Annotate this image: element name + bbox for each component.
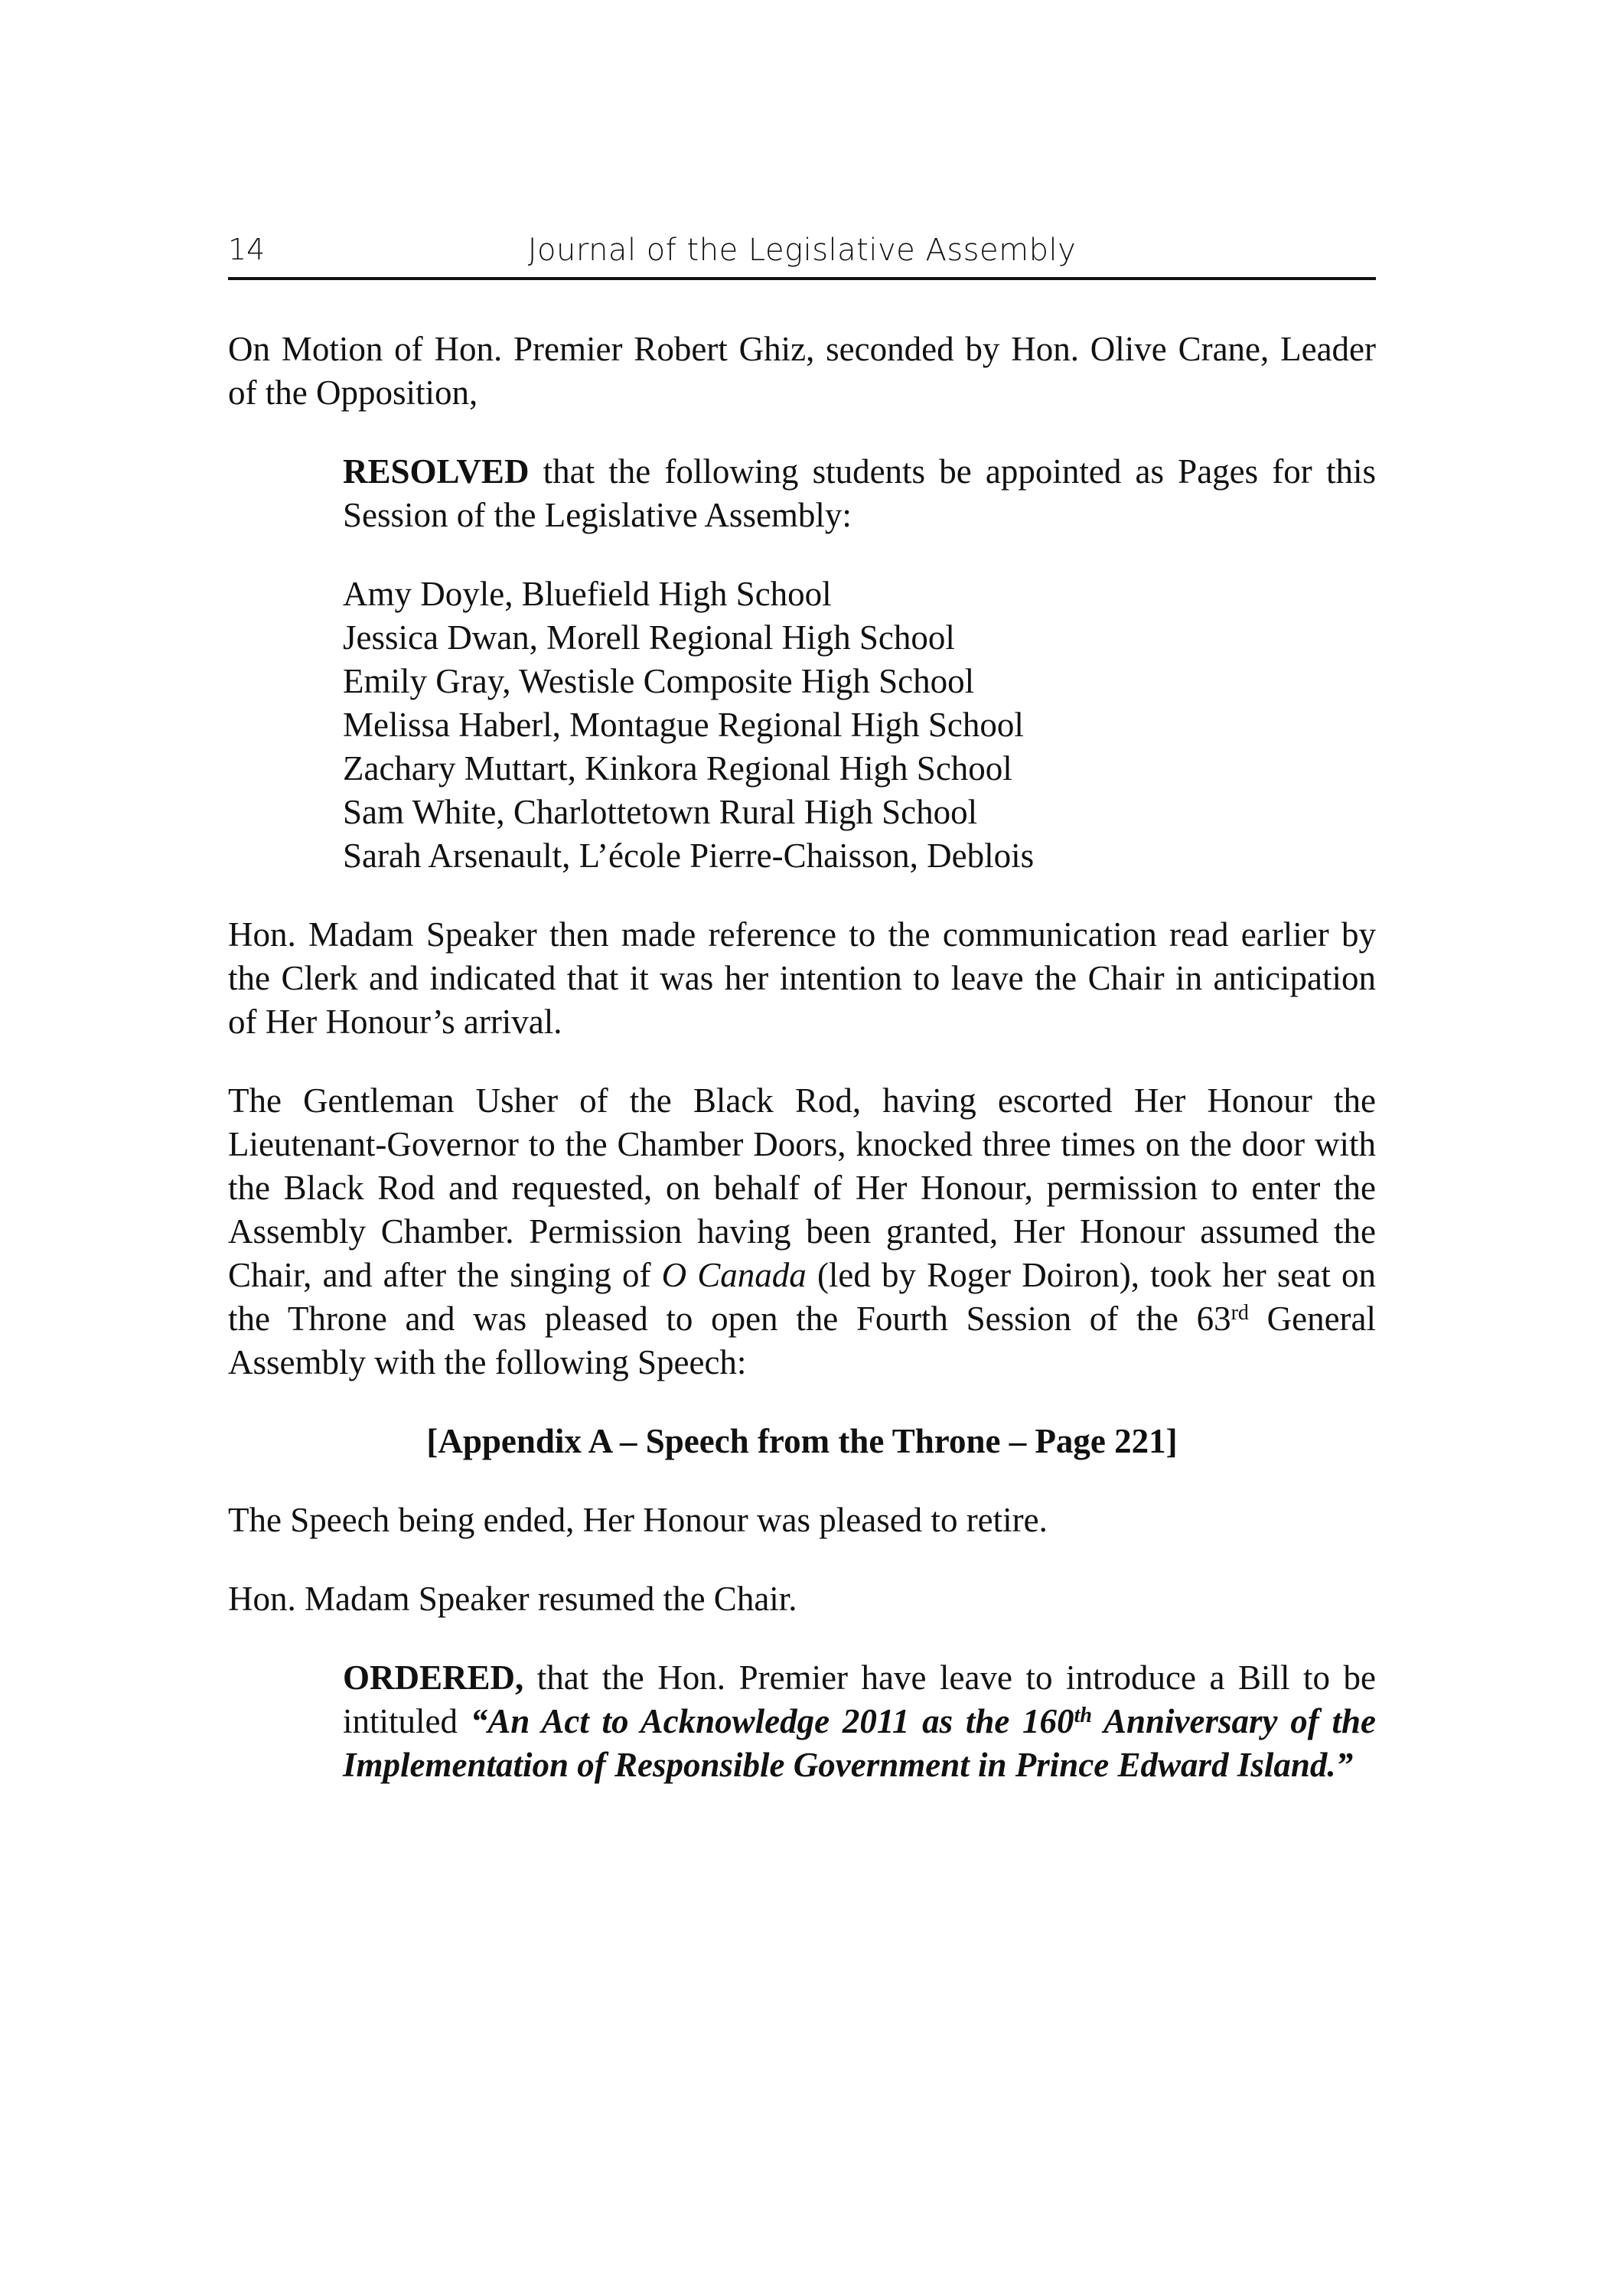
usher-paragraph bbox=[228, 1079, 1376, 1384]
running-title: Journal of the Legislative Assembly bbox=[527, 233, 1077, 268]
list-item: Sarah Arsenault, L’école Pierre-Chaisson, Deblois bbox=[343, 837, 1035, 875]
ordinal-suffix: rd bbox=[1231, 1301, 1249, 1325]
list-item: Amy Doyle, Bluefield High School bbox=[343, 575, 832, 613]
list-item: Zachary Muttart, Kinkora Regional High School bbox=[343, 749, 1012, 788]
speaker-resumed-paragraph: Hon. Madam Speaker resumed the Chair. bbox=[228, 1580, 797, 1618]
bill-title-part2: Anniversary of the Implementation of Responsible Government in Prince Edward Island.” bbox=[343, 1702, 1376, 1784]
usher-text-part2: (led by Roger Doiron), took her seat on the Throne and was pleased to open the Fourth Session of the 63 bbox=[228, 1256, 1376, 1338]
anthem-title: O Canada bbox=[661, 1256, 807, 1294]
resolved-keyword: RESOLVED bbox=[343, 452, 530, 491]
bill-title-part1: “An Act to Acknowledge 2011 as the 160 bbox=[470, 1702, 1074, 1740]
usher-text-part1: The Gentleman Usher of the Black Rod, having escorted Her Honour the Lieutenant-Governor to the Chamber Doors, knocked three times on the door with the Black Rod and requested, on behalf of Her Honour, permission to enter the Assembly Chamber. Permission having been granted, Her Honour assumed the Chair, and after the singing of bbox=[228, 1081, 1376, 1294]
page-number: 14 bbox=[228, 233, 266, 266]
speech-ended-paragraph: The Speech being ended, Her Honour was pleased to retire. bbox=[228, 1501, 1048, 1539]
appendix-heading: [Appendix A – Speech from the Throne – Page 221] bbox=[426, 1422, 1178, 1460]
list-item: Sam White, Charlottetown Rural High School bbox=[343, 793, 978, 831]
usher-text-part3: General Assembly with the following Speech: bbox=[228, 1300, 1377, 1381]
resolved-paragraph bbox=[343, 450, 1376, 537]
bill-ordinal-suffix: th bbox=[1074, 1704, 1092, 1727]
list-item: Melissa Haberl, Montague Regional High School bbox=[343, 706, 1024, 744]
list-item: Emily Gray, Westisle Composite High School bbox=[343, 662, 975, 700]
pages-list bbox=[343, 572, 1376, 878]
running-header bbox=[228, 230, 1376, 280]
motion-paragraph: On Motion of Hon. Premier Robert Ghiz, seconded by Hon. Olive Crane, Leader of the Opposition, bbox=[228, 330, 1376, 412]
speaker-reference-paragraph: Hon. Madam Speaker then made reference to the communication read earlier by the Clerk and indicated that it was her intention to leave the Chair in anticipation of Her Honour’s arrival. bbox=[228, 915, 1376, 1041]
list-item: Jessica Dwan, Morell Regional High School bbox=[343, 618, 955, 657]
ordered-paragraph bbox=[343, 1656, 1376, 1787]
journal-body bbox=[228, 328, 1376, 1822]
resolved-text: that the following students be appointed as Pages for this Session of the Legislative Assembly: bbox=[343, 452, 1376, 534]
ordered-text: that the Hon. Premier have leave to introduce a Bill to be intituled bbox=[343, 1658, 1376, 1740]
ordered-keyword: ORDERED, bbox=[343, 1658, 524, 1697]
